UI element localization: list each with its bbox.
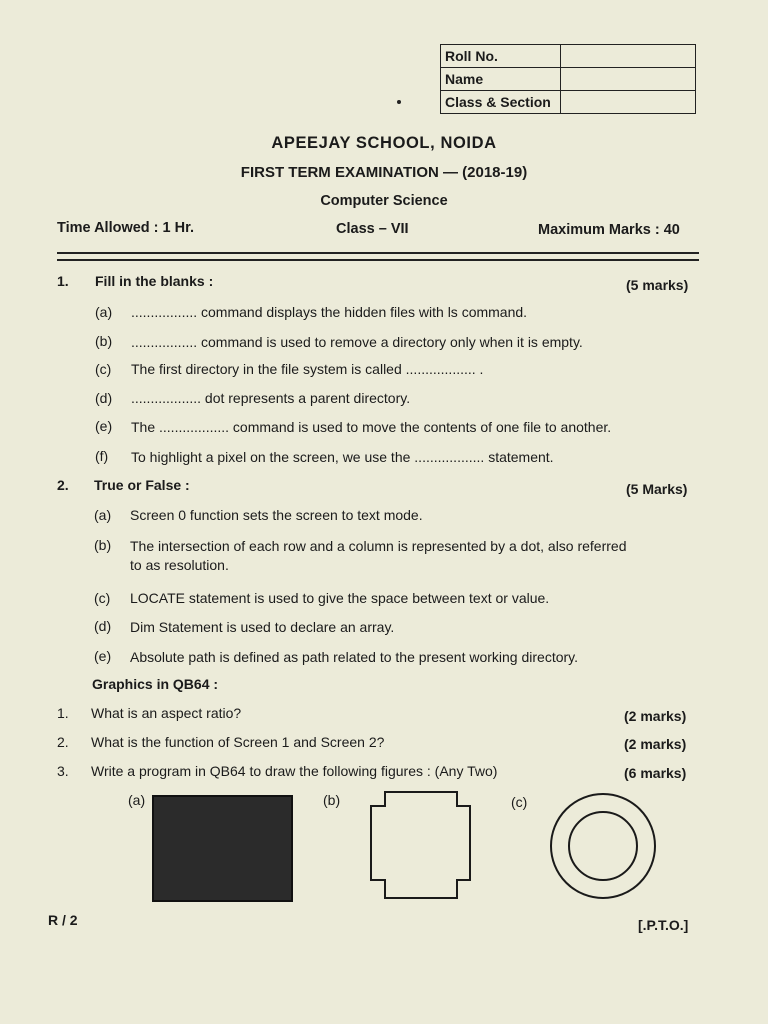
table-row	[441, 68, 696, 91]
class-label: Class – VII	[336, 221, 409, 237]
name-field[interactable]	[561, 68, 696, 91]
question-text: What is an aspect ratio?	[91, 705, 242, 721]
question-number: 3.	[57, 763, 69, 779]
section-2-number: 2.	[57, 477, 69, 493]
question-text: ................. command displays the hidden files with ls command.	[131, 304, 528, 320]
section-1-title: Fill in the blanks :	[95, 273, 214, 289]
roll-no-field[interactable]	[561, 45, 696, 68]
question-text-continued: to as resolution.	[130, 557, 229, 573]
item-label: (f)	[95, 448, 109, 464]
item-label: (c)	[94, 590, 111, 606]
ink-dot	[397, 100, 401, 104]
figure-a-filled-rectangle	[150, 793, 296, 905]
item-label: (d)	[94, 618, 112, 634]
section-2-marks: (5 Marks)	[626, 481, 688, 497]
roll-no-label: Roll No.	[441, 45, 561, 68]
question-text: ................. command is used to remove a directory only when it is empty.	[131, 334, 583, 350]
question-text: To highlight a pixel on the screen, we use the .................. statement.	[131, 449, 554, 465]
subject-title: Computer Science	[320, 193, 448, 209]
question-number: 1.	[57, 705, 69, 721]
item-label: (b)	[95, 333, 113, 349]
item-label: (c)	[95, 361, 112, 377]
item-label: (e)	[94, 648, 112, 664]
question-marks: (2 marks)	[624, 736, 687, 752]
question-marks: (2 marks)	[624, 708, 687, 724]
max-marks: Maximum Marks : 40	[538, 222, 680, 238]
question-text: The first directory in the file system is called .................. .	[131, 361, 484, 377]
item-label: (e)	[95, 418, 113, 434]
time-allowed: Time Allowed : 1 Hr.	[57, 220, 194, 236]
exam-title: FIRST TERM EXAMINATION — (2018-19)	[240, 164, 528, 181]
class-section-label: Class & Section	[441, 91, 561, 114]
figure-c-label: (c)	[511, 794, 528, 810]
question-text: The .................. command is used to move the contents of one file to another.	[131, 419, 612, 435]
question-text: Write a program in QB64 to draw the following figures : (Any Two)	[91, 763, 498, 779]
school-name: APEEJAY SCHOOL, NOIDA	[271, 134, 497, 152]
section-1-number: 1.	[57, 273, 69, 289]
question-number: 2.	[57, 734, 69, 750]
header-divider-bottom	[57, 259, 699, 261]
figure-b-label: (b)	[323, 792, 341, 808]
table-row	[441, 45, 696, 68]
header-divider-top	[57, 252, 699, 254]
question-text: LOCATE statement is used to give the space between text or value.	[130, 590, 550, 606]
class-section-field[interactable]	[561, 91, 696, 114]
section-2-title: True or False :	[94, 477, 190, 493]
figure-b-cross-outline	[365, 786, 475, 906]
question-text: Absolute path is defined as path related to the present working directory.	[130, 649, 579, 665]
question-text: .................. dot represents a parent directory.	[131, 390, 411, 406]
student-info-table	[440, 44, 696, 114]
table-row	[441, 91, 696, 114]
question-text: Dim Statement is used to declare an array.	[130, 619, 395, 635]
figure-c-concentric-circles	[547, 790, 659, 902]
question-text: Screen 0 function sets the screen to text mode.	[130, 507, 423, 523]
footer-page-code: R / 2	[48, 912, 78, 928]
item-label: (b)	[94, 537, 112, 553]
item-label: (d)	[95, 390, 113, 406]
item-label: (a)	[94, 507, 112, 523]
graphics-title: Graphics in QB64 :	[92, 676, 219, 692]
section-1-marks: (5 marks)	[626, 277, 689, 293]
figure-a-label: (a)	[128, 792, 146, 808]
question-text: What is the function of Screen 1 and Screen 2?	[91, 734, 385, 750]
item-label: (a)	[95, 304, 113, 320]
question-text: The intersection of each row and a column is represented by a dot, also referred	[130, 538, 627, 554]
footer-pto: [.P.T.O.]	[638, 917, 689, 933]
name-label: Name	[441, 68, 561, 91]
question-marks: (6 marks)	[624, 765, 687, 781]
